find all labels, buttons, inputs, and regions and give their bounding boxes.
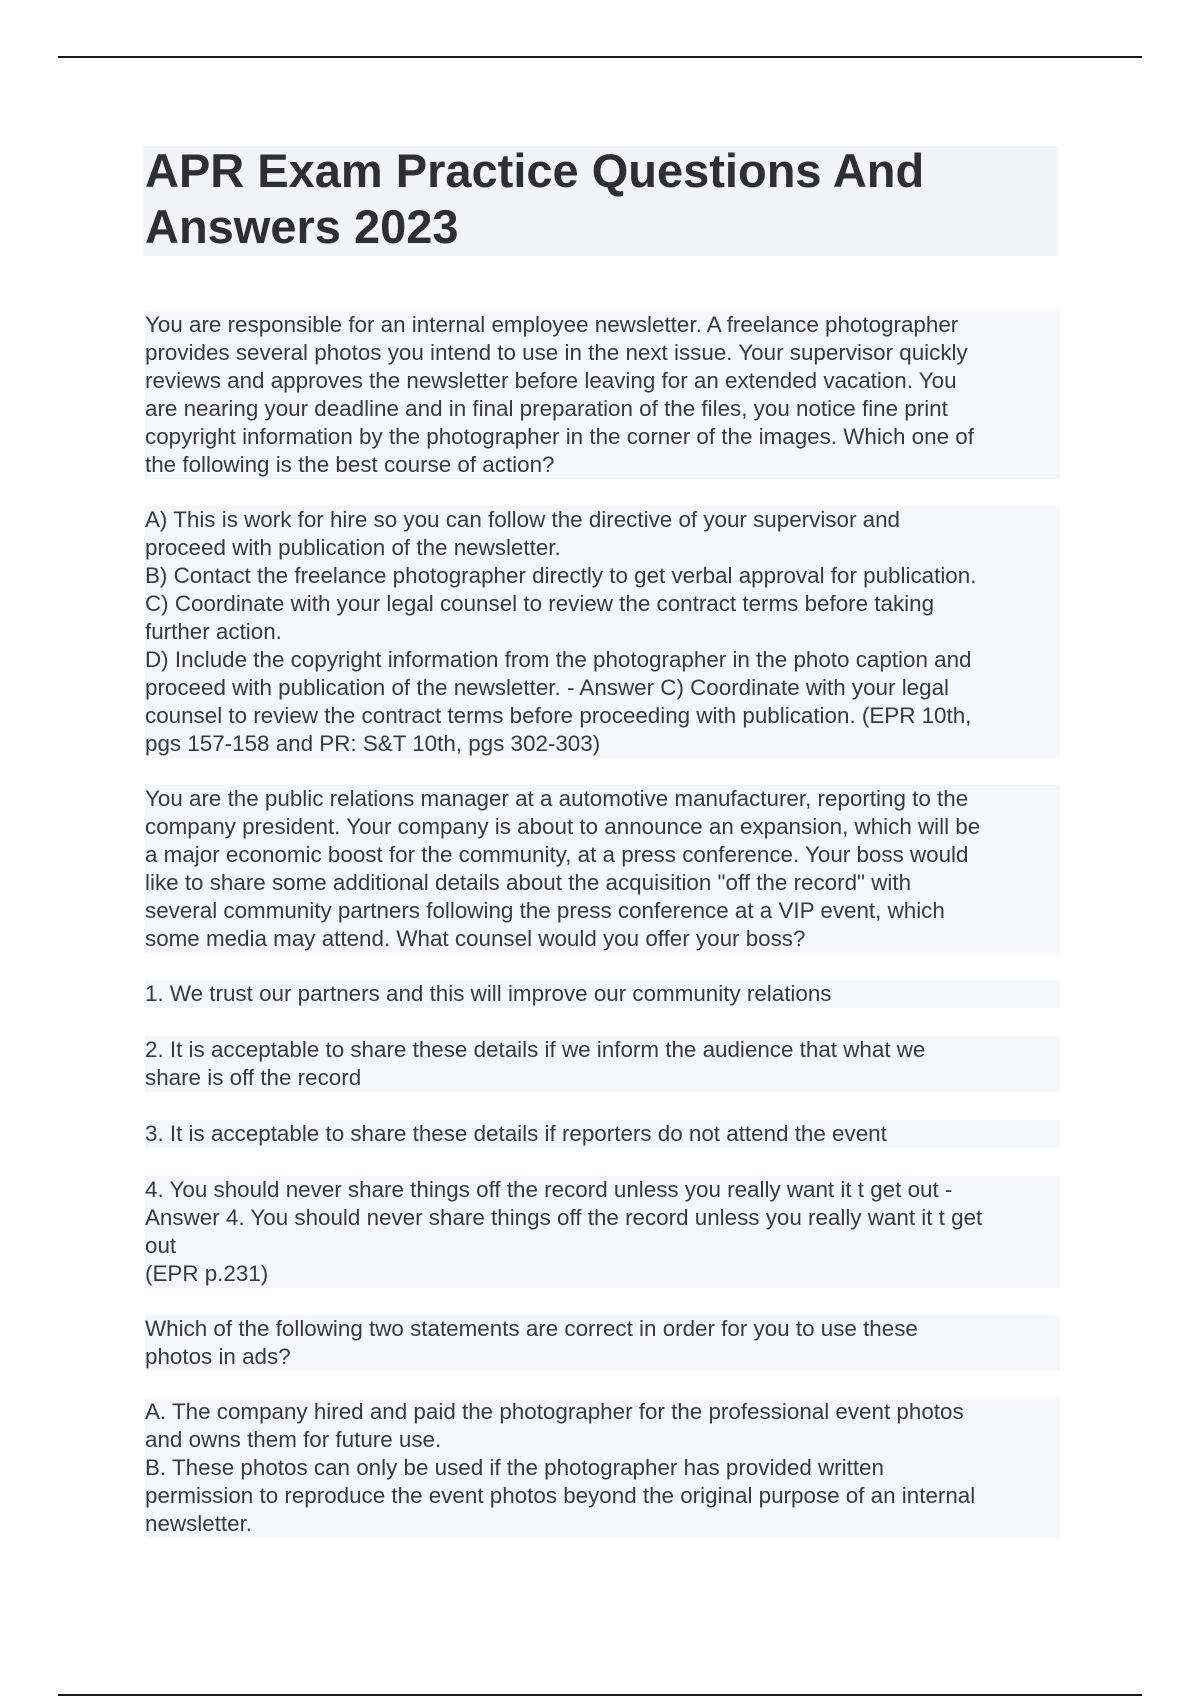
text-line: the following is the best course of action? xyxy=(145,452,555,477)
text-line: several community partners following the press conference at a VIP event, which xyxy=(145,898,945,923)
text-line: further action. xyxy=(145,619,282,644)
text-line: 1. We trust our partners and this will improve our community relations xyxy=(145,981,832,1006)
text-line: 3. It is acceptable to share these details if reporters do not attend the event xyxy=(145,1121,887,1146)
question-2-stem xyxy=(145,785,1060,953)
text-line: proceed with publication of the newsletter. - Answer C) Coordinate with your legal xyxy=(145,675,949,700)
question-2-option-2 xyxy=(145,1036,1060,1092)
text-line: D) Include the copyright information from the photographer in the photo caption and xyxy=(145,647,972,672)
page-title xyxy=(143,143,1058,255)
text-line: a major economic boost for the community, at a press conference. Your boss would xyxy=(145,842,969,867)
text-line: and owns them for future use. xyxy=(145,1427,442,1452)
text-line: Which of the following two statements are correct in order for you to use these xyxy=(145,1316,918,1341)
text-line: share is off the record xyxy=(145,1065,362,1090)
text-line: newsletter. xyxy=(145,1511,253,1536)
text-line: 2. It is acceptable to share these details if we inform the audience that what we xyxy=(145,1037,926,1062)
text-line: 4. You should never share things off the record unless you really want it t get out - xyxy=(145,1177,953,1202)
text-line: B) Contact the freelance photographer directly to get verbal approval for publication. xyxy=(145,563,977,588)
text-line: out xyxy=(145,1233,177,1258)
title-line: Answers 2023 xyxy=(145,200,459,253)
text-line: counsel to review the contract terms before proceeding with publication. (EPR 10th, xyxy=(145,703,972,728)
text-line: provides several photos you intend to use in the next issue. Your supervisor quickly xyxy=(145,340,968,365)
question-3-options xyxy=(145,1398,1060,1538)
text-line: You are responsible for an internal employee newsletter. A freelance photographer xyxy=(145,312,959,337)
bottom-rule xyxy=(58,1694,1142,1696)
text-line: pgs 157-158 and PR: S&T 10th, pgs 302-303) xyxy=(145,731,601,756)
question-3-stem xyxy=(145,1315,1060,1371)
text-line: A) This is work for hire so you can follow the directive of your supervisor and xyxy=(145,507,900,532)
text-line: photos in ads? xyxy=(145,1344,291,1369)
text-line: like to share some additional details about the acquisition "off the record" with xyxy=(145,870,912,895)
text-line: copyright information by the photographer in the corner of the images. Which one of xyxy=(145,424,974,449)
question-2-option-1 xyxy=(145,980,1060,1008)
title-line: APR Exam Practice Questions And xyxy=(145,144,925,197)
text-line: A. The company hired and paid the photographer for the professional event photos xyxy=(145,1399,964,1424)
text-line: reviews and approves the newsletter before leaving for an extended vacation. You xyxy=(145,368,957,393)
document-body xyxy=(145,311,1060,1538)
text-line: C) Coordinate with your legal counsel to review the contract terms before taking xyxy=(145,591,935,616)
text-line: Answer 4. You should never share things off the record unless you really want it t get xyxy=(145,1205,983,1230)
question-1-stem xyxy=(145,311,1060,479)
question-2-option-3 xyxy=(145,1120,1060,1148)
text-line: company president. Your company is about to announce an expansion, which will be xyxy=(145,814,981,839)
text-line: B. These photos can only be used if the photographer has provided written xyxy=(145,1455,884,1480)
text-line: proceed with publication of the newsletter. xyxy=(145,535,561,560)
text-line: (EPR p.231) xyxy=(145,1261,269,1286)
text-line: permission to reproduce the event photos beyond the original purpose of an internal xyxy=(145,1483,976,1508)
question-2-option-4 xyxy=(145,1176,1060,1288)
question-1-options xyxy=(145,506,1060,758)
top-rule xyxy=(58,56,1142,58)
text-line: are nearing your deadline and in final preparation of the files, you notice fine print xyxy=(145,396,948,421)
title-block xyxy=(143,146,1058,256)
text-line: some media may attend. What counsel would you offer your boss? xyxy=(145,926,806,951)
text-line: You are the public relations manager at a automotive manufacturer, reporting to the xyxy=(145,786,969,811)
